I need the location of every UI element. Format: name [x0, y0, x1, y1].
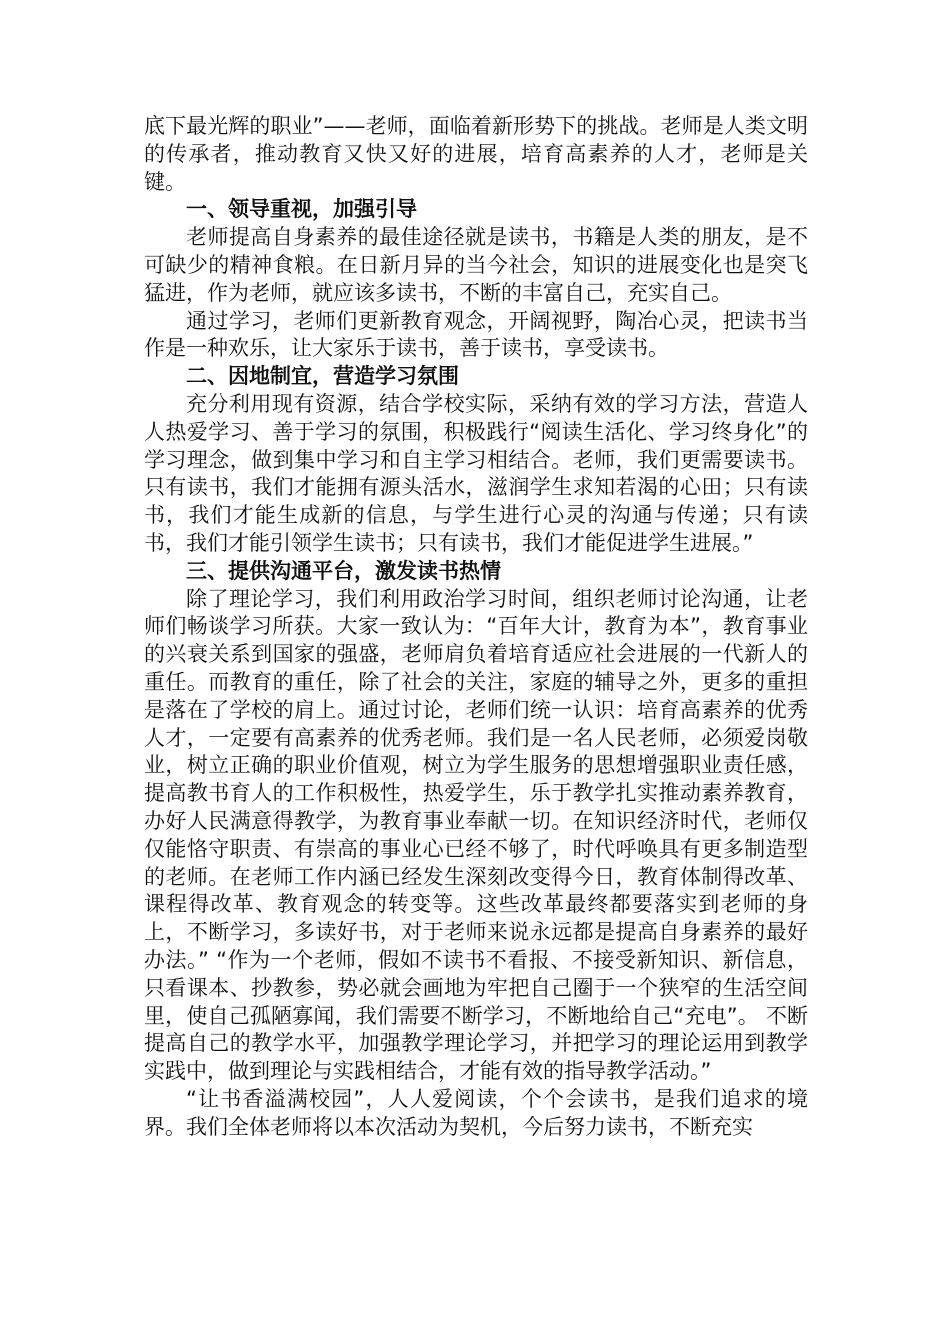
paragraph: 通过学习，老师们更新教育观念，开阔视野，陶冶心灵，把读书当作是一种欢乐，让大家乐于读书，善于读书，享受读书。 [144, 308, 808, 361]
section-heading-1: 一、领导重视，加强引导 [186, 197, 417, 222]
section-heading-3: 三、提供沟通平台，激发读书热情 [186, 558, 501, 583]
paragraph: 老师提高自身素养的最佳途径就是读书，书籍是人类的朋友，是不可缺少的精神食粮。在日新月异的当今社会，知识的进展变化也是突飞猛进，作为老师，就应该多读书，不断的丰富自己，充实自己。 [144, 225, 808, 305]
paragraph-continuation: 底下最光辉的职业”——老师，面临着新形势下的挑战。老师是人类文明的传承者，推动教育又快又好的进展，培育高素养的人才，老师是关键。 [144, 114, 808, 194]
paragraph: 除了理论学习，我们利用政治学习时间，组织老师讨论沟通，让老师们畅谈学习所获。大家一致认为：“百年大计，教育为本”，教育事业的兴衰关系到国家的强盛，老师肩负着培育适应社会进展的一代新人的重任。而教育的重任，除了社会的关注，家庭的辅导之外，更多的重担是落在了学校的肩上。通过讨论，老师们统一认识：培育高素养的优秀人才，一定要有高素养的优秀老师。我们是一名人民老师，必须爱岗敬业，树立正确的职业价值观，树立为学生服务的思想增强职业责任感，提高教书育人的工作积极性，热爱学生，乐于教学扎实推动素养教育，办好人民满意得教学，为教育事业奉献一切。在知识经济时代，老师仅仅能恪守职责、有崇高的事业心已经不够了，时代呼唤具有更多制造型的老师。在老师工作内涵已经发生深刻改变得今日，教育体制得改革、课程得改革、教育观念的转变等。这些改革最终都要落实到老师的身上，不断学习，多读好书，对于老师来说永远都是提高自身素养的最好办法。” “作为一个老师，假如不读书不看报、不接受新知识、新信息，只看课本、抄教参，势必就会画地为牢把自己圈于一个狭窄的生活空间里，使自己孤陋寡闻，我们需要不断学习，不断地给自己“充电”。 不断提高自己的教学水平，加强教学理论学习，并把学习的理论运用到教学实践中，做到理论与实践相结合，才能有效的指导教学活动。” [144, 586, 808, 1084]
section-heading-2: 二、因地制宜，营造学习氛围 [186, 364, 459, 389]
document-page [144, 113, 808, 1141]
paragraph: “让书香溢满校园”，人人爱阅读，个个会读书，是我们追求的境界。我们全体老师将以本次活动为契机，今后努力读书，不断充实 [144, 1086, 808, 1139]
paragraph: 充分利用现有资源，结合学校实际，采纳有效的学习方法，营造人人热爱学习、善于学习的氛围，积极践行“阅读生活化、学习终身化”的学习理念，做到集中学习和自主学习相结合。老师，我们更需要读书。只有读书，我们才能拥有源头活水，滋润学生求知若渴的心田；只有读书，我们才能生成新的信息，与学生进行心灵的沟通与传递；只有读书，我们才能引领学生读书；只有读书，我们才能促进学生进展。” [144, 391, 808, 555]
